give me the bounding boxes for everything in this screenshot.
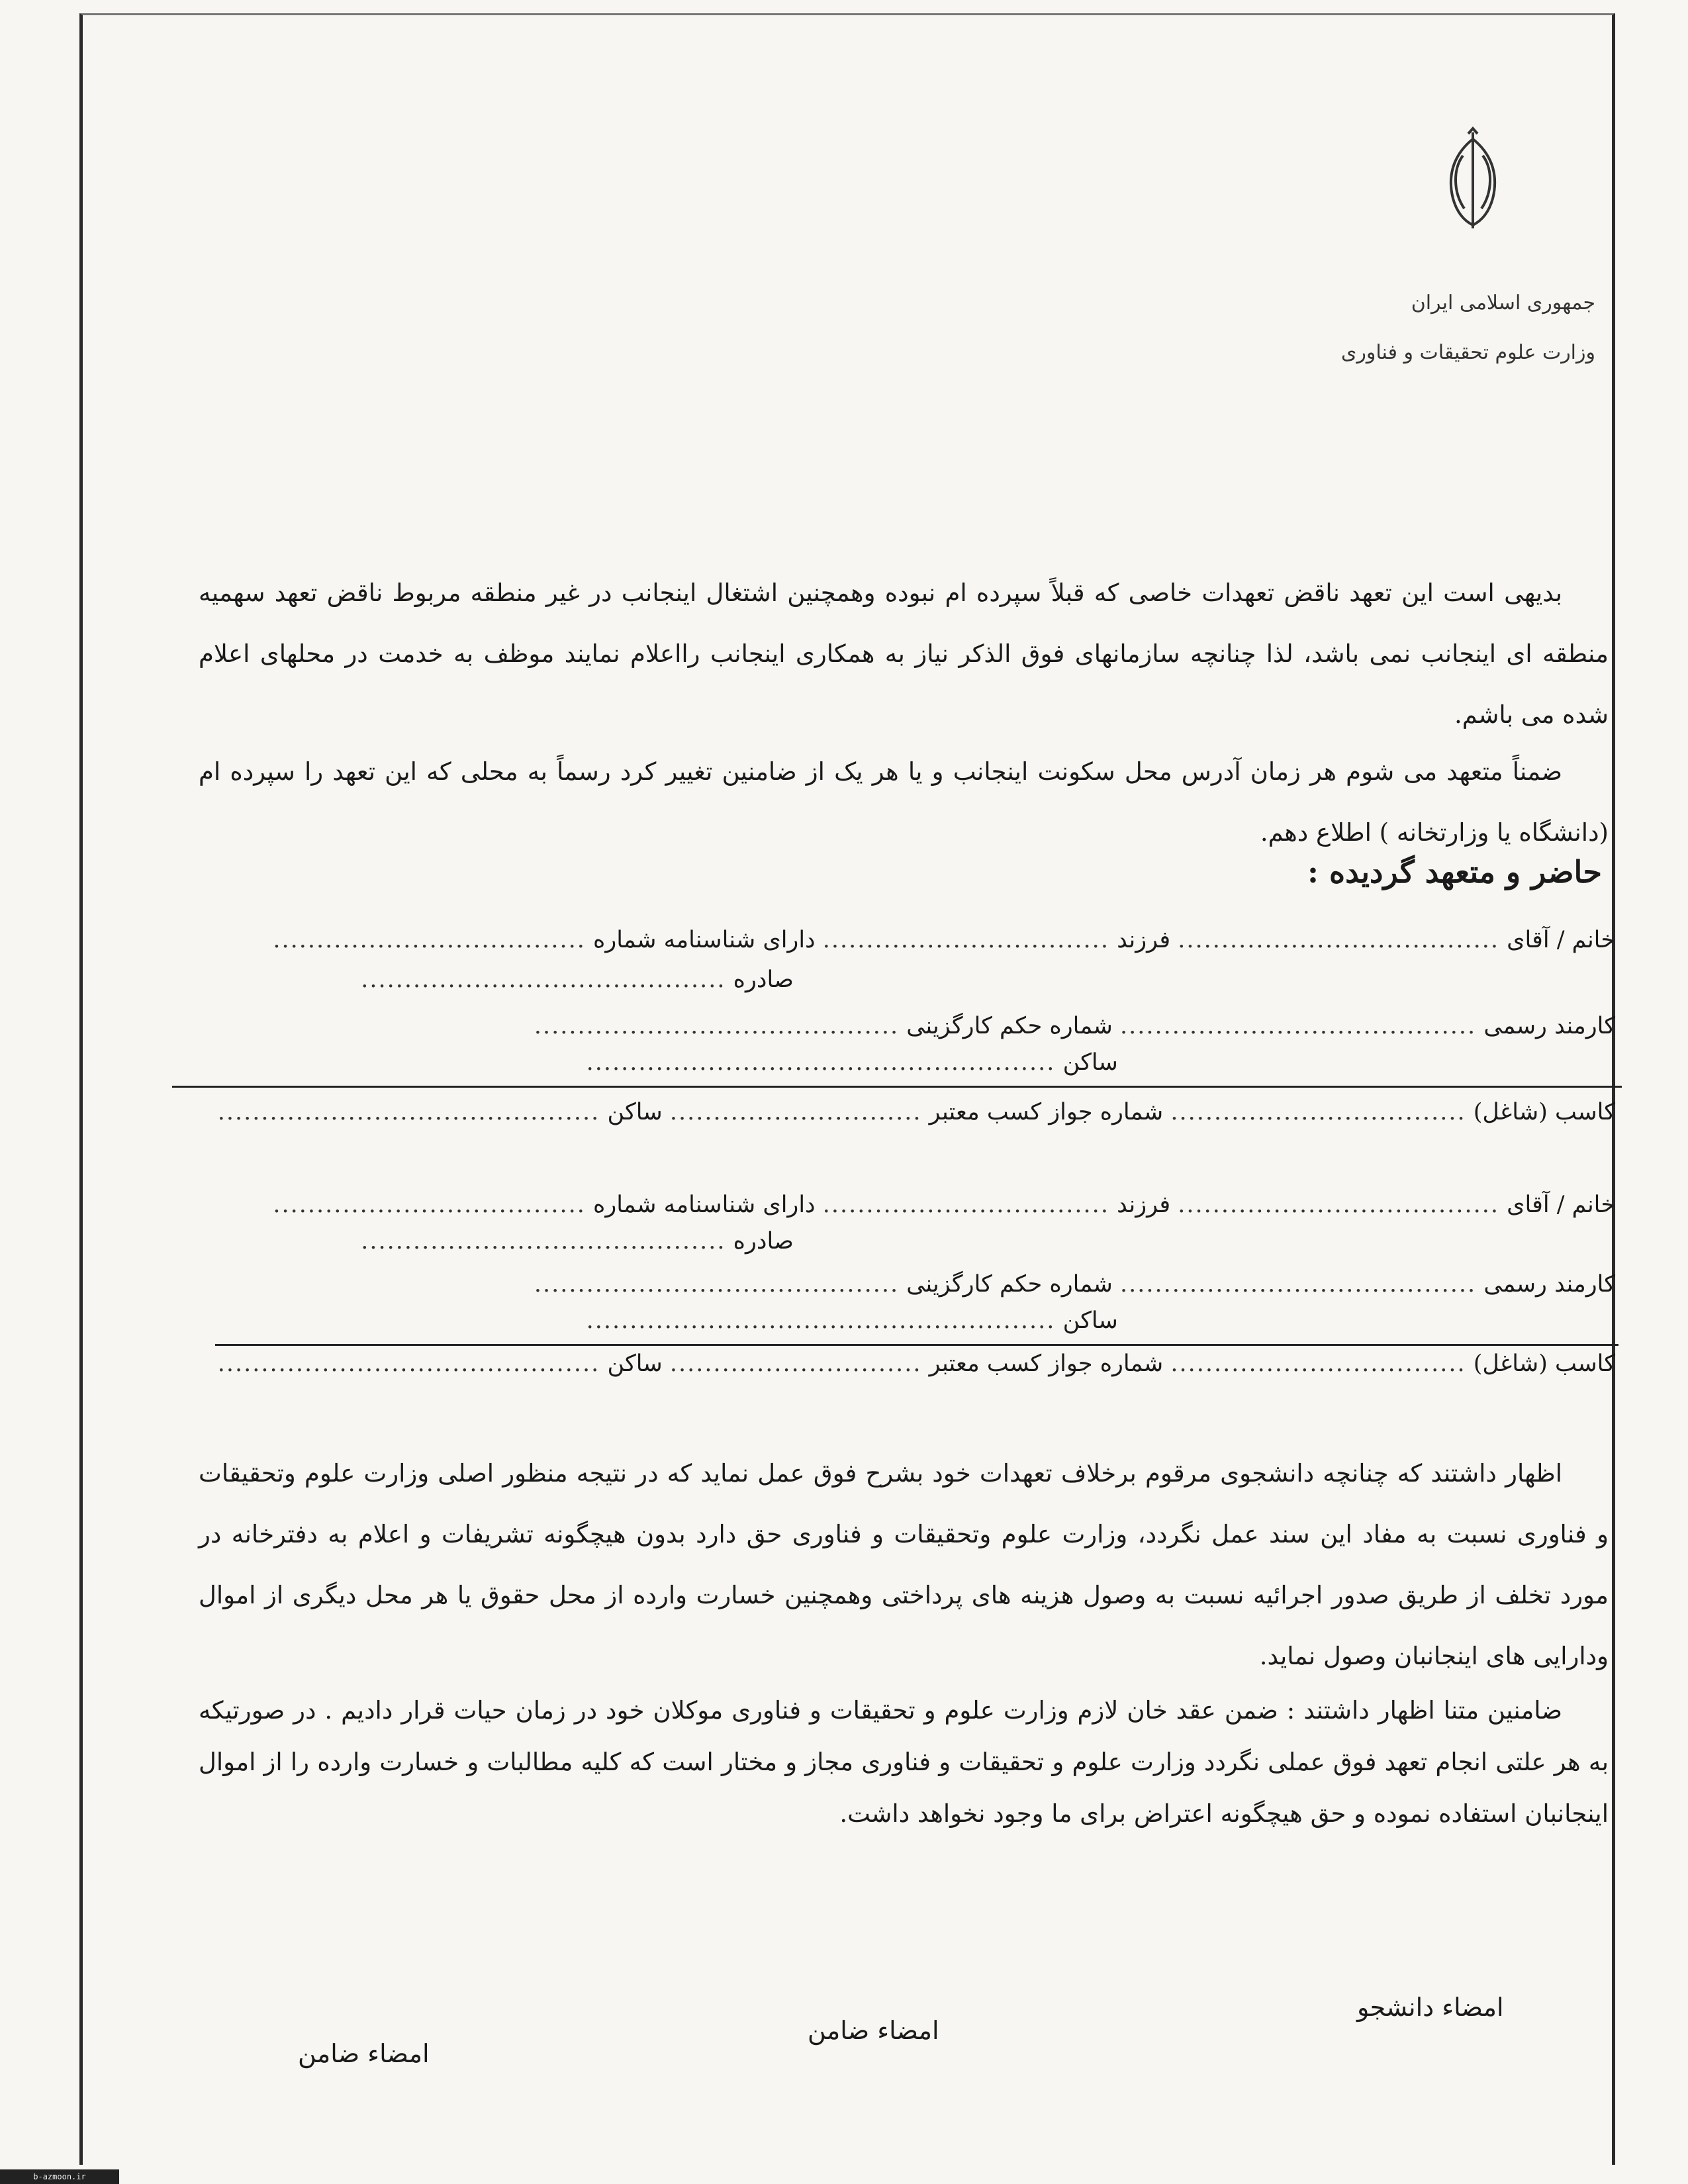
- paragraph-3-text: اظهار داشتند که چنانچه دانشجوی مرقوم برخلاف تعهدات خود بشرح فوق عمل نماید که در نتیجه منظور اصلی وزارت علوم وتحقیقات و فناوری نسبت به مفاد این سند عمل نگردد، وزارت علوم وتحقیقات و فناوری حق دارد بدون هیچگونه تشریفات و اعلام به دفترخانه در مورد تخلف از طریق صدور اجرائیه نسبت به وصول هزینه های پرداختی وهمچنین خسارت وارده از محل حقوق یا هر محل دیگری از اموال ودارایی های اینجانبان وصول نماید.: [199, 1459, 1609, 1670]
- paragraph-1-text: بدیهی است این تعهد ناقض تعهدات خاصی که قبلاً سپرده ام نبوده وهمچنین اشتغال اینجانب در غیر منطقه مربوط ناقض تعهد سهمیه منطقه ای اینجانب نمی باشد، لذا چنانچه سازمانهای فوق الذکر نیاز به همکاری اینجانب رااعلام نمایند موظف به خدمت در محلهای اعلام شده می باشم.: [199, 579, 1609, 729]
- paragraph-1: [199, 563, 1609, 745]
- label-official-employee: کارمند رسمی: [1483, 1271, 1615, 1298]
- form1-row-name: [273, 927, 1615, 967]
- paragraph-2-text: ضمناً متعهد می شوم هر زمان آدرس محل سکونت اینجانب و یا هر یک از ضامنین تغییر کرد رسماً به محلی که این تعهد را سپرده ام (دانشگاه یا وزارتخانه ) اطلاع دهم.: [199, 757, 1609, 847]
- label-resident: ساکن: [607, 1351, 663, 1377]
- page-border: [79, 13, 1615, 2165]
- header-republic: جمهوری اسلامی ایران: [1411, 291, 1595, 314]
- blank-resident[interactable]: ............................................: [217, 1351, 600, 1377]
- label-id-number: دارای شناسنامه شماره: [592, 927, 816, 953]
- form1-row-issued: [291, 967, 1615, 1006]
- label-official-employee: کارمند رسمی: [1483, 1013, 1615, 1039]
- label-business-license: شماره جواز کسب معتبر: [929, 1099, 1164, 1125]
- label-business: کاسب (شاغل): [1473, 1351, 1615, 1377]
- label-issued: صادره: [733, 967, 794, 993]
- blank-license[interactable]: .............................: [669, 1351, 922, 1377]
- form1-row-business: [217, 1099, 1615, 1139]
- blank-issued[interactable]: ..........................................: [361, 967, 726, 993]
- blank-name[interactable]: .....................................: [1178, 1192, 1499, 1218]
- section-heading: حاضر و متعهد گردیده :: [1307, 854, 1602, 890]
- form2-row-name: [273, 1192, 1615, 1231]
- blank-business[interactable]: ..................................: [1170, 1099, 1466, 1125]
- blank-employee[interactable]: .........................................: [1120, 1013, 1477, 1039]
- form2-row-business: [217, 1351, 1615, 1390]
- label-child-of: فرزند: [1117, 1192, 1171, 1218]
- label-resident: ساکن: [1062, 1307, 1118, 1334]
- signature-student: امضاء دانشجو: [1357, 1993, 1504, 2022]
- label-child-of: فرزند: [1117, 927, 1171, 953]
- label-mr-mrs: خانم / آقای: [1507, 927, 1615, 953]
- label-employment-order: شماره حکم کارگزینی: [906, 1271, 1113, 1298]
- form2-row-employee: [291, 1271, 1615, 1311]
- label-employment-order: شماره حکم کارگزینی: [906, 1013, 1113, 1039]
- form2-row-resident: [291, 1307, 1615, 1347]
- blank-issued[interactable]: ..........................................: [361, 1228, 726, 1255]
- paragraph-3: [199, 1443, 1609, 1687]
- blank-father[interactable]: .................................: [822, 1192, 1109, 1218]
- blank-id[interactable]: ....................................: [273, 1192, 586, 1218]
- divider: [172, 1086, 1622, 1088]
- divider: [215, 1344, 1618, 1346]
- form1-row-resident: [291, 1049, 1615, 1089]
- form2-row-issued: [291, 1228, 1615, 1268]
- paragraph-4: [199, 1685, 1609, 1840]
- blank-id[interactable]: ....................................: [273, 927, 586, 953]
- form1-row-employee: [291, 1013, 1615, 1053]
- header-ministry: وزارت علوم تحقیقات و فناوری: [1340, 341, 1595, 364]
- blank-business[interactable]: ..................................: [1170, 1351, 1466, 1377]
- blank-father[interactable]: .................................: [822, 927, 1109, 953]
- signature-guarantor-2: امضاء ضامن: [298, 2039, 430, 2068]
- label-resident: ساکن: [1062, 1049, 1118, 1076]
- label-issued: صادره: [733, 1228, 794, 1255]
- label-resident: ساکن: [607, 1099, 663, 1125]
- label-id-number: دارای شناسنامه شماره: [592, 1192, 816, 1218]
- blank-employee[interactable]: .........................................: [1120, 1271, 1477, 1298]
- paragraph-2: [199, 741, 1609, 863]
- blank-order[interactable]: ..........................................: [534, 1271, 900, 1298]
- paragraph-4-text: ضامنین متنا اظهار داشتند : ضمن عقد خان لازم وزارت علوم و تحقیقات و فناوری موکلان خود در زمان حیات قرار دادیم . در صورتیکه به هر علتی انجام تعهد فوق عملی نگردد وزارت علوم و تحقیقات و فناوری مجاز و مختار است که کلیه مطالبات و خسارت وارده را از اموال اینجانبان استفاده نموده و حق هیچگونه اعتراض برای ما وجود نخواهد داشت.: [199, 1696, 1609, 1828]
- label-mr-mrs: خانم / آقای: [1507, 1192, 1615, 1218]
- label-business-license: شماره جواز کسب معتبر: [929, 1351, 1164, 1377]
- blank-license[interactable]: .............................: [669, 1099, 922, 1125]
- blank-order[interactable]: ..........................................: [534, 1013, 900, 1039]
- signature-guarantor-1: امضاء ضامن: [808, 2016, 939, 2045]
- blank-resident[interactable]: ............................................: [217, 1099, 600, 1125]
- footer-watermark: b-azmoon.ir: [0, 2169, 119, 2184]
- blank-resident[interactable]: ......................................................: [586, 1307, 1056, 1334]
- iran-emblem-icon: [1417, 126, 1529, 238]
- blank-resident[interactable]: ......................................................: [586, 1049, 1056, 1076]
- label-business: کاسب (شاغل): [1473, 1099, 1615, 1125]
- blank-name[interactable]: .....................................: [1178, 927, 1499, 953]
